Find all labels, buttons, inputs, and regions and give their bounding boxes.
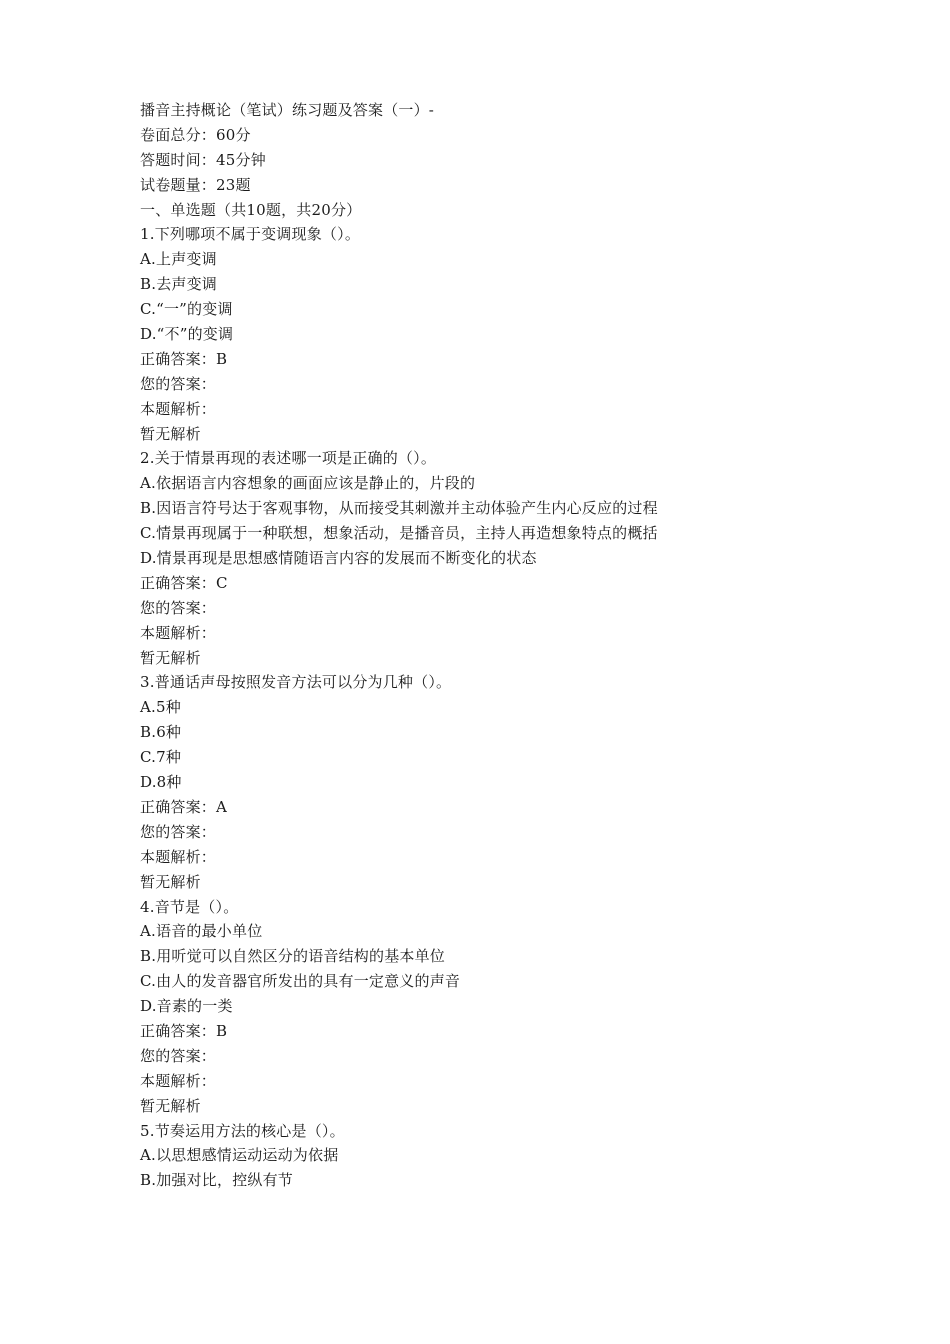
option-c: C.由人的发音器官所发出的具有一定意义的声音 xyxy=(140,972,461,991)
option-d: D.8种 xyxy=(140,773,182,792)
answer-time: 答题时间：45分钟 xyxy=(140,150,266,169)
your-answer: 您的答案： xyxy=(140,598,217,617)
analysis-text: 暂无解析 xyxy=(140,648,201,667)
question-stem: 4.音节是（）。 xyxy=(140,897,239,916)
question-2 xyxy=(140,446,840,670)
total-score: 卷面总分：60分 xyxy=(140,125,251,144)
option-a: A.5种 xyxy=(140,698,181,717)
question-stem: 5.节奏运用方法的核心是（）。 xyxy=(140,1121,345,1140)
option-a: A.以思想感情运动运动为依据 xyxy=(140,1146,339,1165)
your-answer: 您的答案： xyxy=(140,374,217,393)
analysis-text: 暂无解析 xyxy=(140,424,201,443)
document-page xyxy=(140,98,840,1193)
correct-answer: 正确答案：B xyxy=(140,349,228,368)
your-answer: 您的答案： xyxy=(140,1046,217,1065)
option-c: C.7种 xyxy=(140,748,182,767)
analysis-text: 暂无解析 xyxy=(140,1096,201,1115)
option-b: B.因语言符号达于客观事物，从而接受其刺激并主动体验产生内心反应的过程 xyxy=(140,499,658,518)
correct-answer: 正确答案：A xyxy=(140,797,228,816)
analysis-label: 本题解析： xyxy=(140,399,217,418)
option-d: D.“不”的变调 xyxy=(140,325,234,344)
analysis-label: 本题解析： xyxy=(140,1071,217,1090)
option-c: C.情景再现属于一种联想，想象活动，是播音员，主持人再造想象特点的概括 xyxy=(140,524,658,543)
option-a: A.上声变调 xyxy=(140,250,217,269)
correct-answer: 正确答案：C xyxy=(140,573,228,592)
analysis-label: 本题解析： xyxy=(140,623,217,642)
option-b: B.加强对比，控纵有节 xyxy=(140,1171,293,1190)
option-a: A.依据语言内容想象的画面应该是静止的，片段的 xyxy=(140,474,476,493)
doc-title: 播音主持概论（笔试）练习题及答案（一）- xyxy=(140,101,435,119)
correct-answer: 正确答案：B xyxy=(140,1021,228,1040)
option-b: B.去声变调 xyxy=(140,275,217,294)
option-b: B.6种 xyxy=(140,723,182,742)
question-count: 试卷题量：23题 xyxy=(140,175,251,194)
section-title: 一、单选题（共10题，共20分） xyxy=(140,200,362,219)
question-3 xyxy=(140,670,840,894)
question-1 xyxy=(140,222,840,446)
option-b: B.用听觉可以自然区分的语音结构的基本单位 xyxy=(140,947,445,966)
option-c: C.“一”的变调 xyxy=(140,300,233,319)
option-d: D.音素的一类 xyxy=(140,997,233,1016)
question-stem: 2.关于情景再现的表述哪一项是正确的（）。 xyxy=(140,449,437,468)
question-stem: 3.普通话声母按照发音方法可以分为几种（）。 xyxy=(140,673,452,692)
question-5 xyxy=(140,1119,840,1194)
option-a: A.语音的最小单位 xyxy=(140,922,263,941)
analysis-text: 暂无解析 xyxy=(140,872,201,891)
option-d: D.情景再现是思想感情随语言内容的发展而不断变化的状态 xyxy=(140,549,537,568)
your-answer: 您的答案： xyxy=(140,822,217,841)
question-4 xyxy=(140,895,840,1119)
question-stem: 1.下列哪项不属于变调现象（）。 xyxy=(140,225,361,244)
analysis-label: 本题解析： xyxy=(140,847,217,866)
